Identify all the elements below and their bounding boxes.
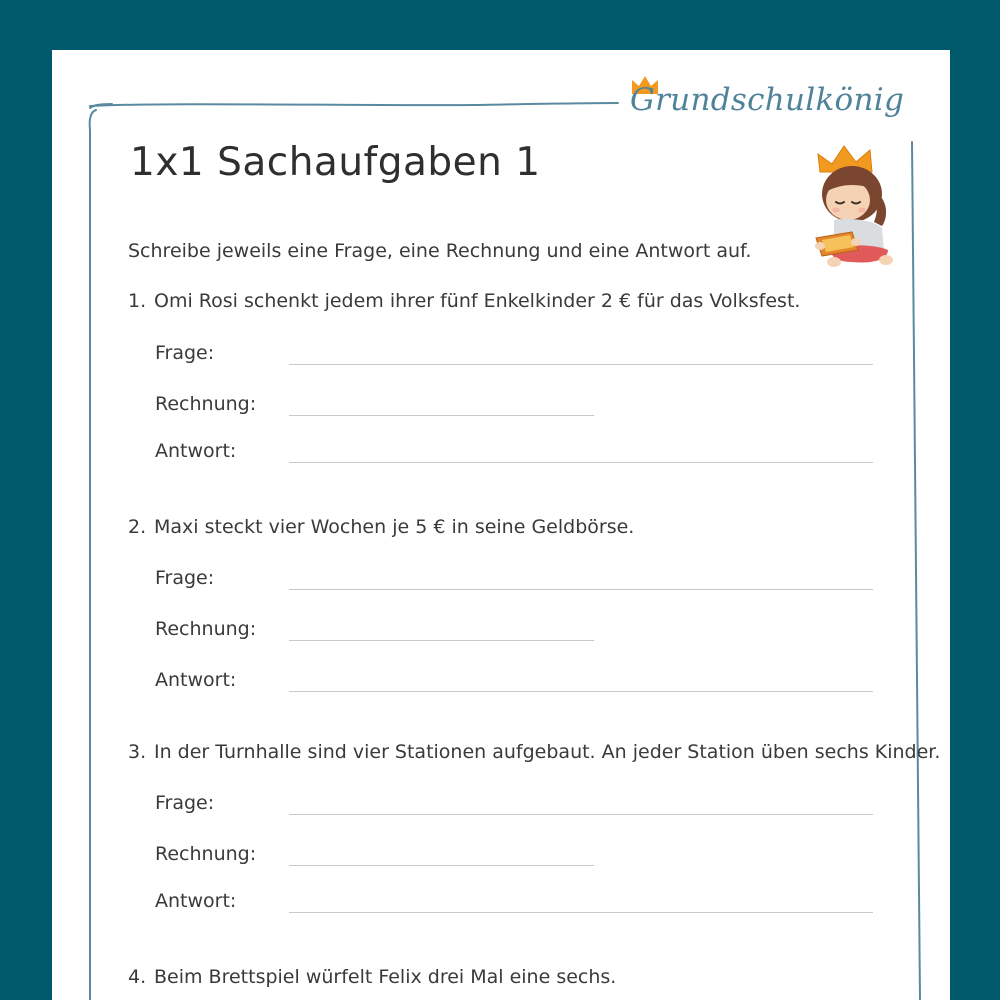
question-label: Frage:	[155, 792, 215, 814]
reading-child-illustration	[812, 142, 904, 274]
task-text	[128, 966, 616, 988]
task-2	[128, 516, 908, 716]
calculation-answer-line[interactable]	[289, 865, 594, 866]
brand-logo	[630, 70, 930, 130]
answer-answer-line[interactable]	[289, 912, 873, 913]
question-label: Frage:	[155, 342, 215, 364]
task-number: 3.	[128, 741, 147, 763]
answer-label: Antwort:	[155, 669, 237, 691]
calculation-answer-line[interactable]	[289, 640, 594, 641]
task-description: Beim Brettspiel würfelt Felix drei Mal eine sechs.	[154, 966, 617, 988]
answer-answer-line[interactable]	[289, 691, 873, 692]
answer-label: Antwort:	[155, 440, 237, 462]
question-row	[155, 567, 905, 597]
worksheet-page	[52, 50, 950, 1000]
task-4	[128, 966, 908, 1000]
task-text	[128, 741, 940, 763]
answer-row	[155, 669, 905, 699]
question-label: Frage:	[155, 567, 215, 589]
calculation-label: Rechnung:	[155, 843, 257, 865]
task-text	[128, 516, 634, 538]
answer-row	[155, 890, 905, 920]
question-row	[155, 342, 905, 372]
calculation-label: Rechnung:	[155, 618, 257, 640]
worksheet-instruction: Schreibe jeweils eine Frage, eine Rechnung und eine Antwort auf.	[128, 240, 752, 262]
worksheet-title: 1x1 Sachaufgaben 1	[130, 140, 541, 185]
task-description: Omi Rosi schenkt jedem ihrer fünf Enkelkinder 2 € für das Volksfest.	[154, 290, 801, 312]
task-description: In der Turnhalle sind vier Stationen aufgebaut. An jeder Station üben sechs Kinder.	[154, 741, 941, 763]
answer-answer-line[interactable]	[289, 462, 873, 463]
task-3	[128, 741, 941, 941]
calculation-row	[155, 618, 905, 648]
question-answer-line[interactable]	[289, 364, 873, 365]
calculation-row	[155, 393, 905, 423]
brand-name: Grundschulkönig	[630, 82, 905, 118]
answer-label: Antwort:	[155, 890, 237, 912]
question-answer-line[interactable]	[289, 589, 873, 590]
question-answer-line[interactable]	[289, 814, 873, 815]
calculation-row	[155, 843, 905, 873]
task-1	[128, 290, 908, 490]
question-row	[155, 792, 905, 822]
task-number: 2.	[128, 516, 147, 538]
task-text	[128, 290, 800, 312]
task-number: 1.	[128, 290, 147, 312]
task-description: Maxi steckt vier Wochen je 5 € in seine Geldbörse.	[154, 516, 635, 538]
calculation-answer-line[interactable]	[289, 415, 594, 416]
answer-row	[155, 440, 905, 470]
task-number: 4.	[128, 966, 147, 988]
calculation-label: Rechnung:	[155, 393, 257, 415]
